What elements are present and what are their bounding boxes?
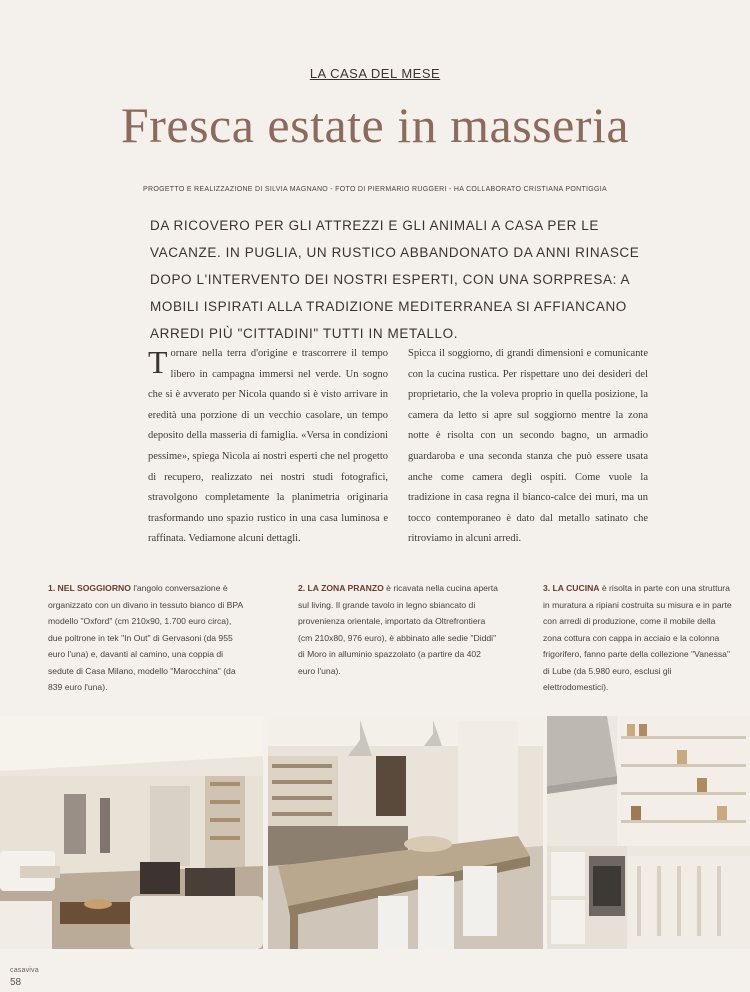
caption-text: è risolta in parte con una struttura in muratura a ripiani costruita su misura e in parte con arredi di produzione, come il mobile della zona cottura con cappa in acciaio e la colonna frigorifero, fanno parte della collezione "Vanessa" di Lube (da 5.980 euro, esclusi gli elettrodomestici). bbox=[543, 583, 732, 692]
caption-heading: 1. NEL SOGGIORNO bbox=[48, 583, 131, 593]
caption-heading: 2. LA ZONA PRANZO bbox=[298, 583, 384, 593]
caption-text: è ricavata nella cucina aperta sul living. Il grande tavolo in legno sbiancato di provenienza orientale, importato da Oltrefrontiera (cm 210x80, 976 euro), è abbinato alle sedie "Diddi" di Moro in alluminio spazzolato (a partire da 402 euro l'una). bbox=[298, 583, 498, 676]
caption-kitchen bbox=[543, 580, 733, 696]
living-room-photo bbox=[0, 716, 263, 949]
kitchen-photo bbox=[547, 716, 750, 949]
drop-cap: T bbox=[148, 344, 168, 380]
article-dek: DA RICOVERO PER GLI ATTREZZI E GLI ANIMALI A CASA PER LE VACANZE. IN PUGLIA, UN RUSTICO ABBANDONATO DA ANNI RINASCE DOPO L'INTERVENTO DEI NOSTRI ESPERTI, CON UNA SORPRESA: A MOBILI ISPIRATI ALLA TRADIZIONE MEDITERRANEA SI AFFIANCANO ARREDI PIÙ "CITTADINI" TUTTI IN METALLO. bbox=[150, 218, 640, 341]
caption-living-room bbox=[48, 580, 248, 696]
body-text-right: Spicca il soggiorno, di grandi dimensioni e comunicante con la cucina rustica. Per rispettare uno dei desideri del proprietario, che la voleva proprio in quella posizione, la camera da letto si apre sul soggiorno mentre la zona notte è risolta con un secondo bagno, un armadio guardaroba e una seconda stanza che può essere usata anche come camera degli ospiti. Come vuole la tradizione in casa regna il bianco-calce dei muri, ma un tocco contemporaneo è dato dal metallo satinato che ritroviamo in alcuni arredi. bbox=[408, 348, 648, 545]
dining-area-photo bbox=[268, 716, 543, 949]
body-column-left bbox=[148, 344, 388, 550]
article-title: Fresca estate in masseria bbox=[120, 97, 630, 153]
caption-dining-area bbox=[298, 580, 498, 679]
body-column-right bbox=[408, 344, 648, 550]
magazine-name: casaviva bbox=[10, 967, 39, 974]
page-number: 58 bbox=[10, 977, 22, 988]
article-credits: PROGETTO E REALIZZAZIONE DI SILVIA MAGNANO - FOTO DI PIERMARIO RUGGERI - HA COLLABORATO CRISTIANA PONTIGGIA bbox=[143, 186, 607, 193]
caption-heading: 3. LA CUCINA bbox=[543, 583, 600, 593]
caption-text: l'angolo conversazione è organizzato con un divano in tessuto bianco di BPA modello "Oxford" (cm 210x90, 1.700 euro circa), due poltrone in tek "In Out" di Gervasoni (da 955 euro l'una) e, davanti al camino, una coppia di sedute di Casa Milano, modello "Marocchina" (da 839 euro l'una). bbox=[48, 583, 243, 692]
section-kicker: LA CASA DEL MESE bbox=[309, 66, 441, 81]
body-text-left: ornare nella terra d'origine e trascorrere il tempo libero in campagna immersi nel verde. Un sogno che si è avverato per Nicola quando si è visto arrivare in eredità una porzione di un vecchio casolare, un tempo deposito della masseria di famiglia. «Versa in condizioni pessime», spiega Nicola ai nostri esperti che nel progetto di recupero, realizzato nei nostri studi fotografici, stravolgono completamente la planimetria originaria trasformando uno spazio rustico in una casa luminosa e raffinata. Vediamone alcuni dettagli. bbox=[148, 348, 388, 545]
